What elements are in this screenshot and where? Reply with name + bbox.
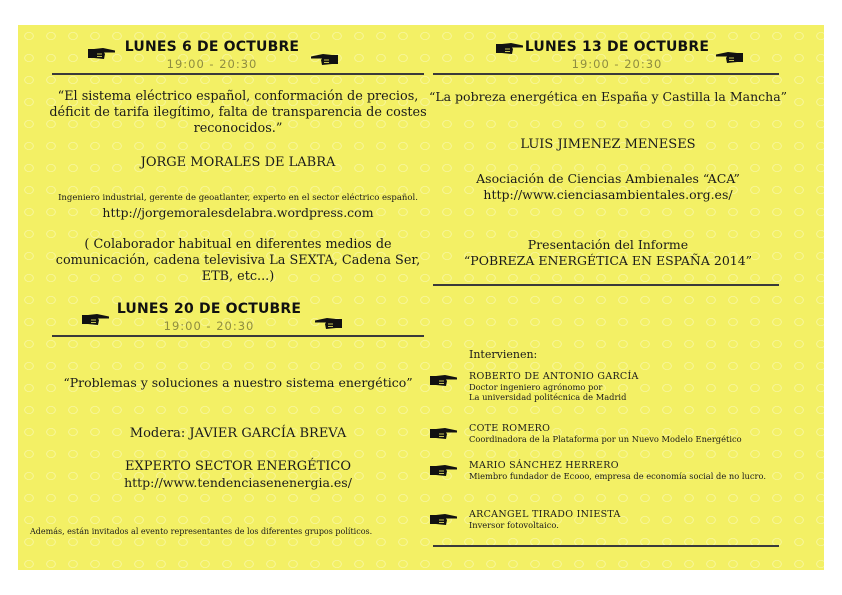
event3-time: 19:00 - 20:30: [163, 319, 255, 333]
event2-day: LUNES 13 DE OCTUBRE: [524, 39, 710, 55]
event3-note: Además, están invitados al evento representantes de los diferentes grupos políticos.: [30, 527, 373, 536]
event3-url: http://www.tendenciasenenergia.es/: [124, 475, 352, 490]
divider: [52, 335, 424, 337]
event1-note: ( Colaborador habitual en diferentes medios de comunicación, cadena televisiva La SEXTA, Cadena Ser, ETB, etc...): [55, 237, 421, 284]
event2-speaker: LUIS JIMENEZ MENESES: [520, 137, 696, 152]
panelist: [469, 460, 766, 481]
event2-org: Asociación de Ciencias Ambienales “ACA”: [476, 171, 740, 186]
event1-day: LUNES 6 DE OCTUBRE: [124, 39, 300, 55]
divider: [433, 284, 779, 286]
pointing-hand-icon: [430, 463, 458, 477]
divider: [433, 545, 779, 547]
divider: [52, 73, 424, 75]
event3-moderator-role: EXPERTO SECTOR ENERGÉTICO: [124, 459, 352, 474]
event2-time: 19:00 - 20:30: [571, 57, 663, 71]
pointing-hand-icon: [430, 426, 458, 440]
pointing-hand-icon: [496, 41, 524, 55]
panelist-name: ROBERTO DE ANTONIO GARCÍA: [469, 371, 639, 382]
event1-url: http://jorgemoralesdelabra.wordpress.com: [102, 205, 374, 220]
event2-title: “La pobreza energética en España y Castilla la Mancha”: [428, 89, 788, 104]
event2-report-title: “POBREZA ENERGÉTICA EN ESPAÑA 2014”: [463, 253, 753, 268]
panelist-role: La universidad politécnica de Madrid: [469, 392, 627, 402]
panelist-role: Doctor ingeniero agrónomo por: [469, 382, 603, 392]
panelist-name: ARCANGEL TIRADO INIESTA: [469, 509, 621, 520]
event3-moderator: Modera: JAVIER GARCÍA BREVA: [129, 426, 347, 441]
pointing-hand-icon: [314, 316, 342, 330]
divider: [433, 73, 779, 75]
panelist-name: COTE ROMERO: [469, 423, 551, 434]
event1-speaker: JORGE MORALES DE LABRA: [140, 155, 336, 170]
pointing-hand-icon: [430, 373, 458, 387]
panelist: [469, 423, 742, 444]
event2-report-intro: Presentación del Informe: [527, 237, 689, 252]
event3-title: “Problemas y soluciones a nuestro sistema energético”: [63, 375, 413, 390]
pointing-hand-icon: [310, 52, 338, 66]
panelist-role: Miembro fundador de Ecooo, empresa de economía social de no lucro.: [469, 471, 766, 481]
panelist-role: Inversor fotovoltaico.: [469, 520, 559, 530]
panelist: [469, 509, 621, 530]
pointing-hand-icon: [82, 312, 110, 326]
event3-day: LUNES 20 DE OCTUBRE: [116, 301, 302, 317]
flyer-page: [18, 25, 824, 570]
event1-bio: Ingeniero industrial, gerente de geoatlanter, experto en el sector eléctrico español.: [58, 193, 418, 203]
panelist: [469, 371, 639, 402]
pointing-hand-icon: [88, 46, 116, 60]
pointing-hand-icon: [715, 50, 743, 64]
event2-url: http://www.cienciasambientales.org.es/: [483, 187, 733, 202]
event1-title: “El sistema eléctrico español, conformación de precios, déficit de tarifa ilegítimo, falta de transparencia de costes reconocidos.”: [49, 89, 427, 136]
pointing-hand-icon: [430, 512, 458, 526]
panel-label: Intervienen:: [469, 348, 538, 361]
event1-time: 19:00 - 20:30: [166, 57, 258, 71]
panelist-role: Coordinadora de la Plataforma por un Nuevo Modelo Energético: [469, 434, 742, 444]
panelist-name: MARIO SÁNCHEZ HERRERO: [469, 460, 619, 471]
